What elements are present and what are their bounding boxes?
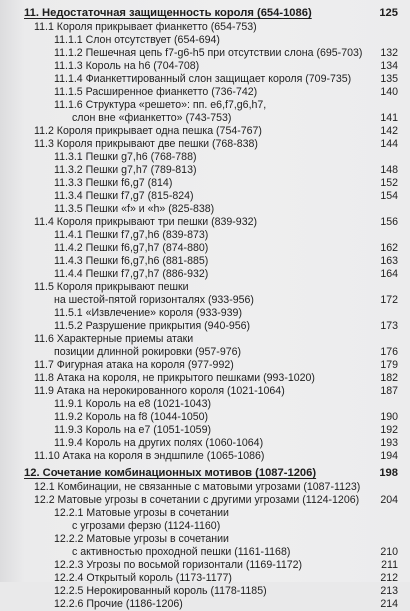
toc-entry-title: 11.9.2 Король на f8 (1044-1050) [54, 411, 209, 423]
toc-entry-row [0, 598, 410, 611]
toc-entry-row [0, 60, 410, 73]
toc-entry-title: 12.1 Комбинации, не связанные с матовыми угрозами (1087-1123) [34, 481, 361, 493]
toc-entry-row [0, 86, 410, 99]
toc-entry-title: 11.1 Короля прикрывает фианкетто (654-753) [34, 21, 257, 33]
toc-entry-title: 11.3.3 Пешки f6,g7 (814) [54, 177, 173, 189]
toc-page-number: 144 [380, 138, 398, 150]
toc-entry-title: 11.1.2 Пешечная цепь f7-g6-h5 при отсутствии слона (695-703) [54, 47, 363, 59]
toc-entry-row [0, 520, 410, 533]
toc-entry-row [0, 268, 410, 281]
toc-entry-title: 11.4.3 Пешки f6,g7,h6 (881-885) [54, 255, 209, 267]
toc-entry-title: слон вне «фианкетто» (743-753) [72, 112, 232, 124]
toc-page-number: 164 [380, 268, 398, 280]
toc-entry-title: 11.9.4 Король на других полях (1060-1064) [54, 437, 264, 449]
toc-entry-row [0, 21, 410, 34]
toc-entry-title: позиции длинной рокировки (957-976) [54, 346, 242, 358]
toc-page-number: 192 [380, 424, 398, 436]
toc-entry-title: 11.6 Характерные приемы атаки [34, 333, 194, 345]
toc-entry-row [0, 99, 410, 112]
toc-page-number: 190 [380, 411, 398, 423]
toc-page-number: 198 [379, 467, 398, 479]
toc-entry-title: 12.2.6 Прочие (1186-1206) [54, 598, 183, 610]
toc-entry-row [0, 372, 410, 385]
toc-entry-title: 11. Недостаточная защищенность короля (654-1086) [24, 7, 312, 19]
toc-entry-row [0, 507, 410, 520]
toc-entry-title: 11.5.1 «Извлечение» короля (933-939) [54, 307, 242, 319]
toc-page-number: 210 [380, 546, 398, 558]
toc-entry-title: 11.9 Атака на нерокированного короля (1021-1064) [34, 385, 285, 397]
toc-entry-row [0, 411, 410, 424]
toc-page-number: 213 [380, 585, 398, 597]
toc-entry-row [0, 203, 410, 216]
toc-page-number: 141 [380, 112, 398, 124]
toc-entry-row [0, 294, 410, 307]
toc-entry-row [0, 307, 410, 320]
toc-entry-title: 11.1.1 Слон отсутствует (654-694) [54, 34, 220, 46]
toc-page-number: 156 [380, 216, 398, 228]
toc-page-number: 152 [380, 177, 398, 189]
toc-entry-row [0, 164, 410, 177]
toc-entry-title: 11.3 Короля прикрывают две пешки (768-838) [34, 138, 258, 150]
toc-page-number: 154 [380, 190, 398, 202]
toc-entry-row [0, 346, 410, 359]
toc-entry-row [0, 242, 410, 255]
toc-entry-title: 11.4 Короля прикрывают три пешки (839-932) [34, 216, 258, 228]
toc-entry-row [0, 125, 410, 138]
toc-page-number: 132 [380, 47, 398, 59]
toc-page-number: 176 [380, 346, 398, 358]
toc-entry-row [0, 112, 410, 125]
toc-entry-title: 11.1.3 Король на h6 (704-708) [54, 60, 200, 72]
toc-entry-title: 11.3.1 Пешки g7,h6 (768-788) [54, 151, 197, 163]
toc-entry-row [0, 73, 410, 86]
toc-page-number: 214 [380, 598, 398, 610]
toc-entry-title: с активностью проходной пешки (1161-1168) [72, 546, 291, 558]
toc-entry-row [0, 481, 410, 494]
toc-entry-title: 12.2.3 Угрозы по восьмой горизонтали (1169-1172) [54, 559, 303, 571]
toc-entry-title: 11.1.5 Расширенное фианкетто (736-742) [54, 86, 258, 98]
toc-entry-title: 11.9.3 Король на e7 (1051-1059) [54, 424, 211, 436]
toc-entry-title: 12. Сочетание комбинационных мотивов (1087-1206) [24, 467, 317, 479]
toc-entry-row [0, 216, 410, 229]
toc-entry-title: 12.2.4 Открытый король (1173-1177) [54, 572, 232, 584]
toc-entry-row [0, 359, 410, 372]
toc-entry-row [0, 138, 410, 151]
toc-entry-row [0, 229, 410, 242]
toc-entry-title: 11.4.2 Пешки f6,g7,h7 (874-880) [54, 242, 209, 254]
toc-chapter-row [0, 5, 410, 21]
toc-entry-title: 12.2.2 Матовые угрозы в сочетании [54, 533, 229, 545]
toc-page-number: 173 [380, 320, 398, 332]
toc-entry-title: 11.1.4 Фианкеттированный слон защищает короля (709-735) [54, 73, 352, 85]
toc-entry-row [0, 398, 410, 411]
toc-entry-title: 12.2.5 Нерокированный король (1178-1185) [54, 585, 267, 597]
toc-page-number: 212 [380, 572, 398, 584]
toc-page-number: 172 [380, 294, 398, 306]
toc-entry-title: 11.10 Атака на короля в эндшпиле (1065-1086) [34, 450, 265, 462]
toc-entry-row [0, 333, 410, 346]
toc-page-number: 148 [380, 164, 398, 176]
toc-entry-title: 11.3.5 Пешки «f» и «h» (825-838) [54, 203, 215, 215]
toc-page-number: 163 [380, 255, 398, 267]
toc-entry-row [0, 572, 410, 585]
toc-entry-row [0, 546, 410, 559]
toc-entry-title: 11.9.1 Король на e8 (1021-1043) [54, 398, 211, 410]
toc-entry-title: с угрозами ферзю (1124-1160) [72, 520, 221, 532]
toc-entry-row [0, 585, 410, 598]
toc-entry-title: 11.5 Короля прикрывают пешки [34, 281, 189, 293]
toc-page-number: 204 [380, 494, 398, 506]
toc-entry-row [0, 320, 410, 333]
toc-entry-row [0, 533, 410, 546]
toc-page-number: 193 [380, 437, 398, 449]
toc-entry-row [0, 151, 410, 164]
toc-entry-row [0, 177, 410, 190]
toc-entry-row [0, 424, 410, 437]
toc-entry-row [0, 281, 410, 294]
toc-page-number: 182 [380, 372, 398, 384]
toc-page-number: 179 [380, 359, 398, 371]
toc-entry-row [0, 494, 410, 507]
toc-entry-row [0, 190, 410, 203]
toc-page-number: 140 [380, 86, 398, 98]
toc-page-number: 162 [380, 242, 398, 254]
toc-page-number: 142 [380, 125, 398, 137]
toc-page-number: 211 [381, 559, 398, 571]
toc-entry-title: 11.7 Фигурная атака на короля (977-992) [34, 359, 234, 371]
toc-entry-row [0, 47, 410, 60]
toc-entry-title: 11.2 Короля прикрывает одна пешка (754-767) [34, 125, 262, 137]
toc-entry-row [0, 385, 410, 398]
toc-page-number: 125 [379, 7, 398, 19]
toc-entry-row [0, 255, 410, 268]
toc-entry-row [0, 450, 410, 463]
table-of-contents [0, 5, 410, 611]
toc-entry-title: 12.2 Матовые угрозы в сочетании с другими угрозами (1124-1206) [34, 494, 360, 506]
toc-entry-title: 11.4.1 Пешки f7,g7,h6 (839-873) [54, 229, 209, 241]
toc-entry-title: 11.4.4 Пешки f7,g7,h7 (886-932) [54, 268, 209, 280]
toc-page-number: 187 [380, 385, 398, 397]
toc-entry-title: 11.3.2 Пешки g7,h7 (789-813) [54, 164, 197, 176]
toc-entry-row [0, 437, 410, 450]
toc-entry-title: 12.2.1 Матовые угрозы в сочетании [54, 507, 229, 519]
toc-page-number: 134 [380, 60, 398, 72]
toc-entry-title: 11.1.6 Структура «решето»: пп. e6,f7,g6,h7, [54, 99, 267, 111]
toc-entry-row [0, 34, 410, 47]
toc-entry-title: 11.8 Атака на короля, не прикрытого пешками (993-1020) [34, 372, 315, 384]
toc-entry-row [0, 559, 410, 572]
toc-entry-title: 11.5.2 Разрушение прикрытия (940-956) [54, 320, 251, 332]
toc-entry-title: 11.3.4 Пешки f7,g7 (815-824) [54, 190, 194, 202]
toc-page-number: 135 [380, 73, 398, 85]
toc-entry-title: на шестой-пятой горизонталях (933-956) [54, 294, 254, 306]
toc-chapter-row [0, 465, 410, 481]
toc-page-number: 194 [380, 450, 398, 462]
